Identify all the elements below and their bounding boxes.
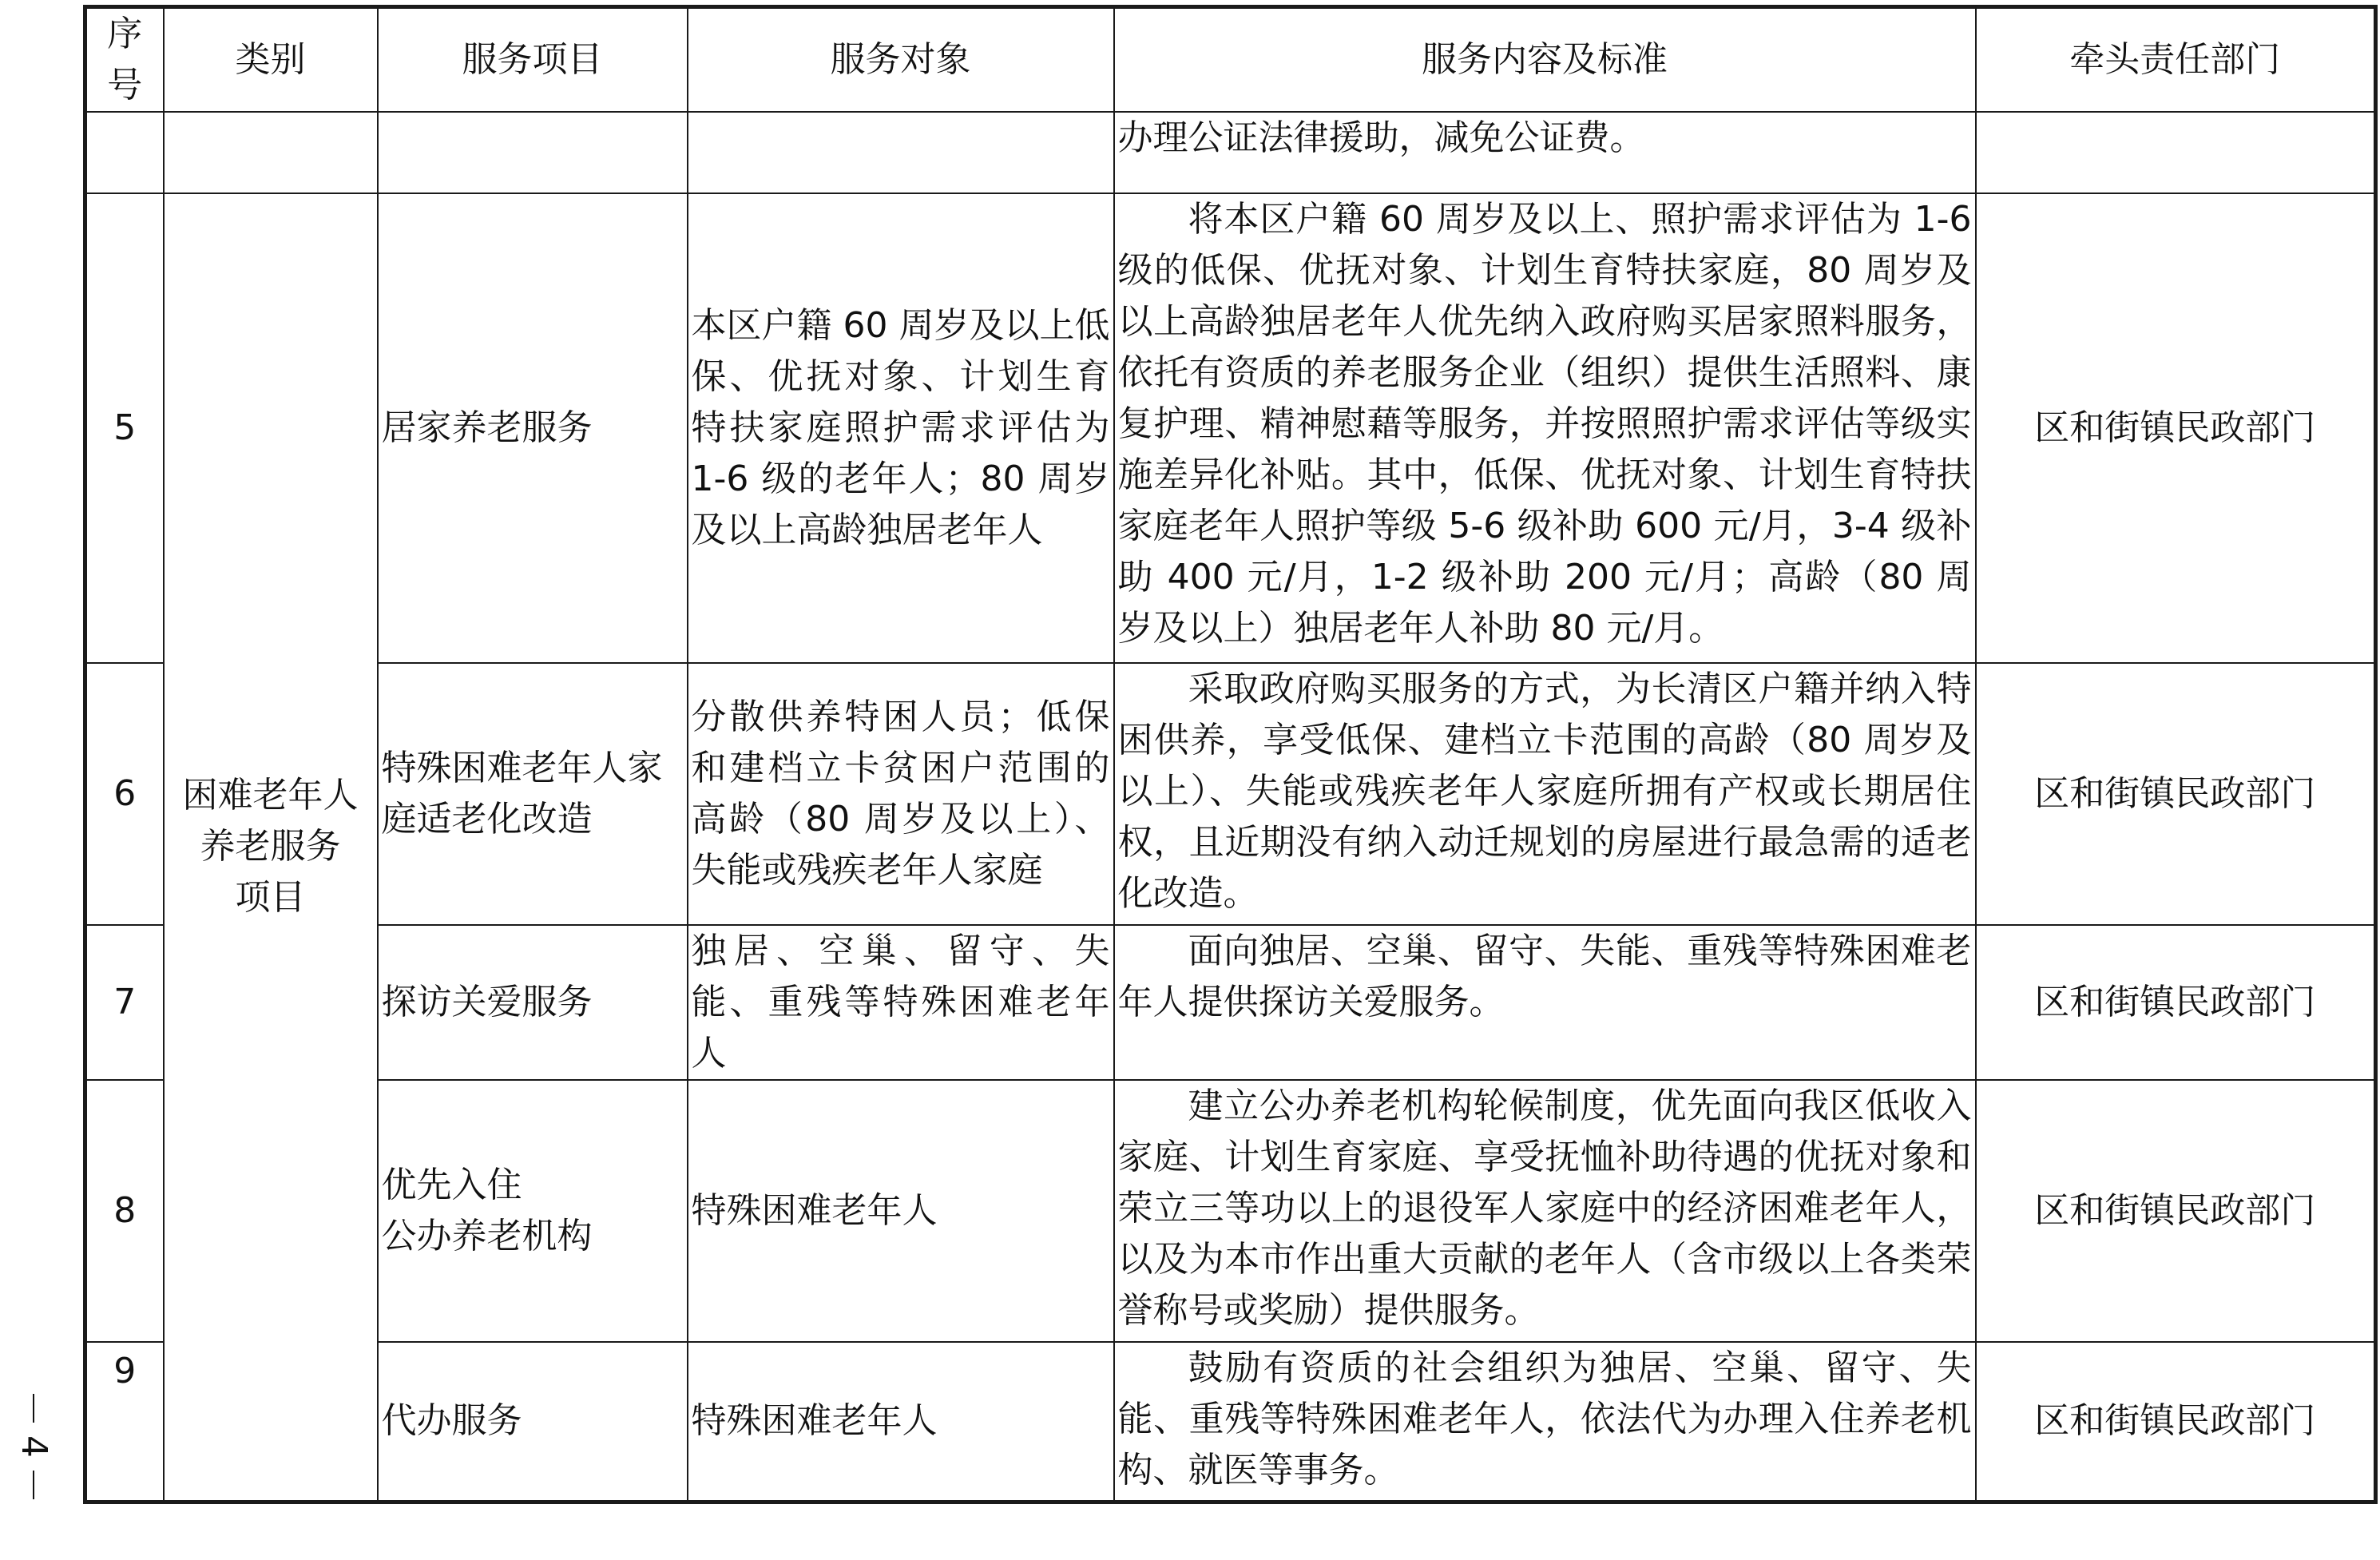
table-row — [85, 193, 2376, 663]
category-cell-merged: 困难老年人 养老服务 项目 — [164, 193, 378, 1502]
target-cell: 分散供养特困人员；低保和建档立卡贫困户范围的高龄（80 周岁及以上）、失能或残疾老年人家庭 — [688, 663, 1114, 925]
target-cell: 特殊困难老年人 — [688, 1342, 1114, 1502]
content-cell: 采取政府购买服务的方式，为长清区户籍并纳入特困供养，享受低保、建档立卡范围的高龄（80 周岁及以上）、失能或残疾老年人家庭所拥有产权或长期居住权，且近期没有纳入动迁规划的房屋进行最急需的适老化改造。 — [1114, 663, 1976, 925]
page-number-dash-bottom — [33, 1471, 34, 1499]
page-number-dash-top — [33, 1394, 34, 1423]
target-cell: 本区户籍 60 周岁及以上低保、优抚对象、计划生育特扶家庭照护需求评估为1-6 级的老年人；80 周岁及以上高龄独居老年人 — [688, 193, 1114, 663]
service-table — [83, 5, 2378, 1504]
page-number — [11, 1394, 56, 1522]
dept-cell: 区和街镇民政部门 — [1976, 925, 2376, 1080]
target-cell: 特殊困难老年人 — [688, 1080, 1114, 1342]
seq-cell: 7 — [85, 925, 164, 1080]
header-category: 类别 — [164, 7, 378, 113]
table-row — [85, 925, 2376, 1080]
table-row — [85, 663, 2376, 925]
dept-cell: 区和街镇民政部门 — [1976, 1080, 2376, 1342]
content-cell: 建立公办养老机构轮候制度，优先面向我区低收入家庭、计划生育家庭、享受抚恤补助待遇的优抚对象和荣立三等功以上的退役军人家庭中的经济困难老年人，以及为本市作出重大贡献的老年人（含市级以上各类荣誉称号或奖励）提供服务。 — [1114, 1080, 1976, 1342]
item-cell: 探访关爱服务 — [378, 925, 688, 1080]
seq-cell: 5 — [85, 193, 164, 663]
page-number-text: 4 — [14, 1435, 54, 1458]
header-content: 服务内容及标准 — [1114, 7, 1976, 113]
header-seq: 序号 — [85, 7, 164, 113]
header-row — [85, 7, 2376, 113]
dept-cell — [1976, 112, 2376, 193]
content-cell: 将本区户籍 60 周岁及以上、照护需求评估为 1-6 级的低保、优抚对象、计划生育特扶家庭，80 周岁及以上高龄独居老年人优先纳入政府购买居家照料服务，依托有资质的养老服务企业（组织）提供生活照料、康复护理、精神慰藉等服务，并按照照护需求评估等级实施差异化补贴。其中，低保、优抚对象、计划生育特扶家庭老年人照护等级 5-6 级补助 600 元/月，3-4 级补助 400 元/月，1-2 级补助 200 元/月；高龄（80 周岁及以上）独居老年人补助 80 元/月。 — [1114, 193, 1976, 663]
content-cell: 鼓励有资质的社会组织为独居、空巢、留守、失能、重残等特殊困难老年人，依法代为办理入住养老机构、就医等事务。 — [1114, 1342, 1976, 1502]
header-target: 服务对象 — [688, 7, 1114, 113]
dept-cell: 区和街镇民政部门 — [1976, 663, 2376, 925]
target-cell: 独居、空巢、留守、失能、重残等特殊困难老年人 — [688, 925, 1114, 1080]
item-cell: 特殊困难老年人家庭适老化改造 — [378, 663, 688, 925]
content-cell: 面向独居、空巢、留守、失能、重残等特殊困难老年人提供探访关爱服务。 — [1114, 925, 1976, 1080]
item-cell: 代办服务 — [378, 1342, 688, 1502]
dept-cell: 区和街镇民政部门 — [1976, 193, 2376, 663]
table-row — [85, 112, 2376, 193]
header-dept: 牵头责任部门 — [1976, 7, 2376, 113]
item-cell: 优先入住 公办养老机构 — [378, 1080, 688, 1342]
table-row — [85, 1342, 2376, 1502]
item-cell — [378, 112, 688, 193]
dept-cell: 区和街镇民政部门 — [1976, 1342, 2376, 1502]
category-cell — [164, 112, 378, 193]
seq-cell: 8 — [85, 1080, 164, 1342]
item-cell: 居家养老服务 — [378, 193, 688, 663]
header-item: 服务项目 — [378, 7, 688, 113]
seq-cell: 9 — [85, 1342, 164, 1502]
table-row — [85, 1080, 2376, 1342]
target-cell — [688, 112, 1114, 193]
seq-cell — [85, 112, 164, 193]
seq-cell: 6 — [85, 663, 164, 925]
content-cell: 办理公证法律援助，减免公证费。 — [1114, 112, 1976, 193]
